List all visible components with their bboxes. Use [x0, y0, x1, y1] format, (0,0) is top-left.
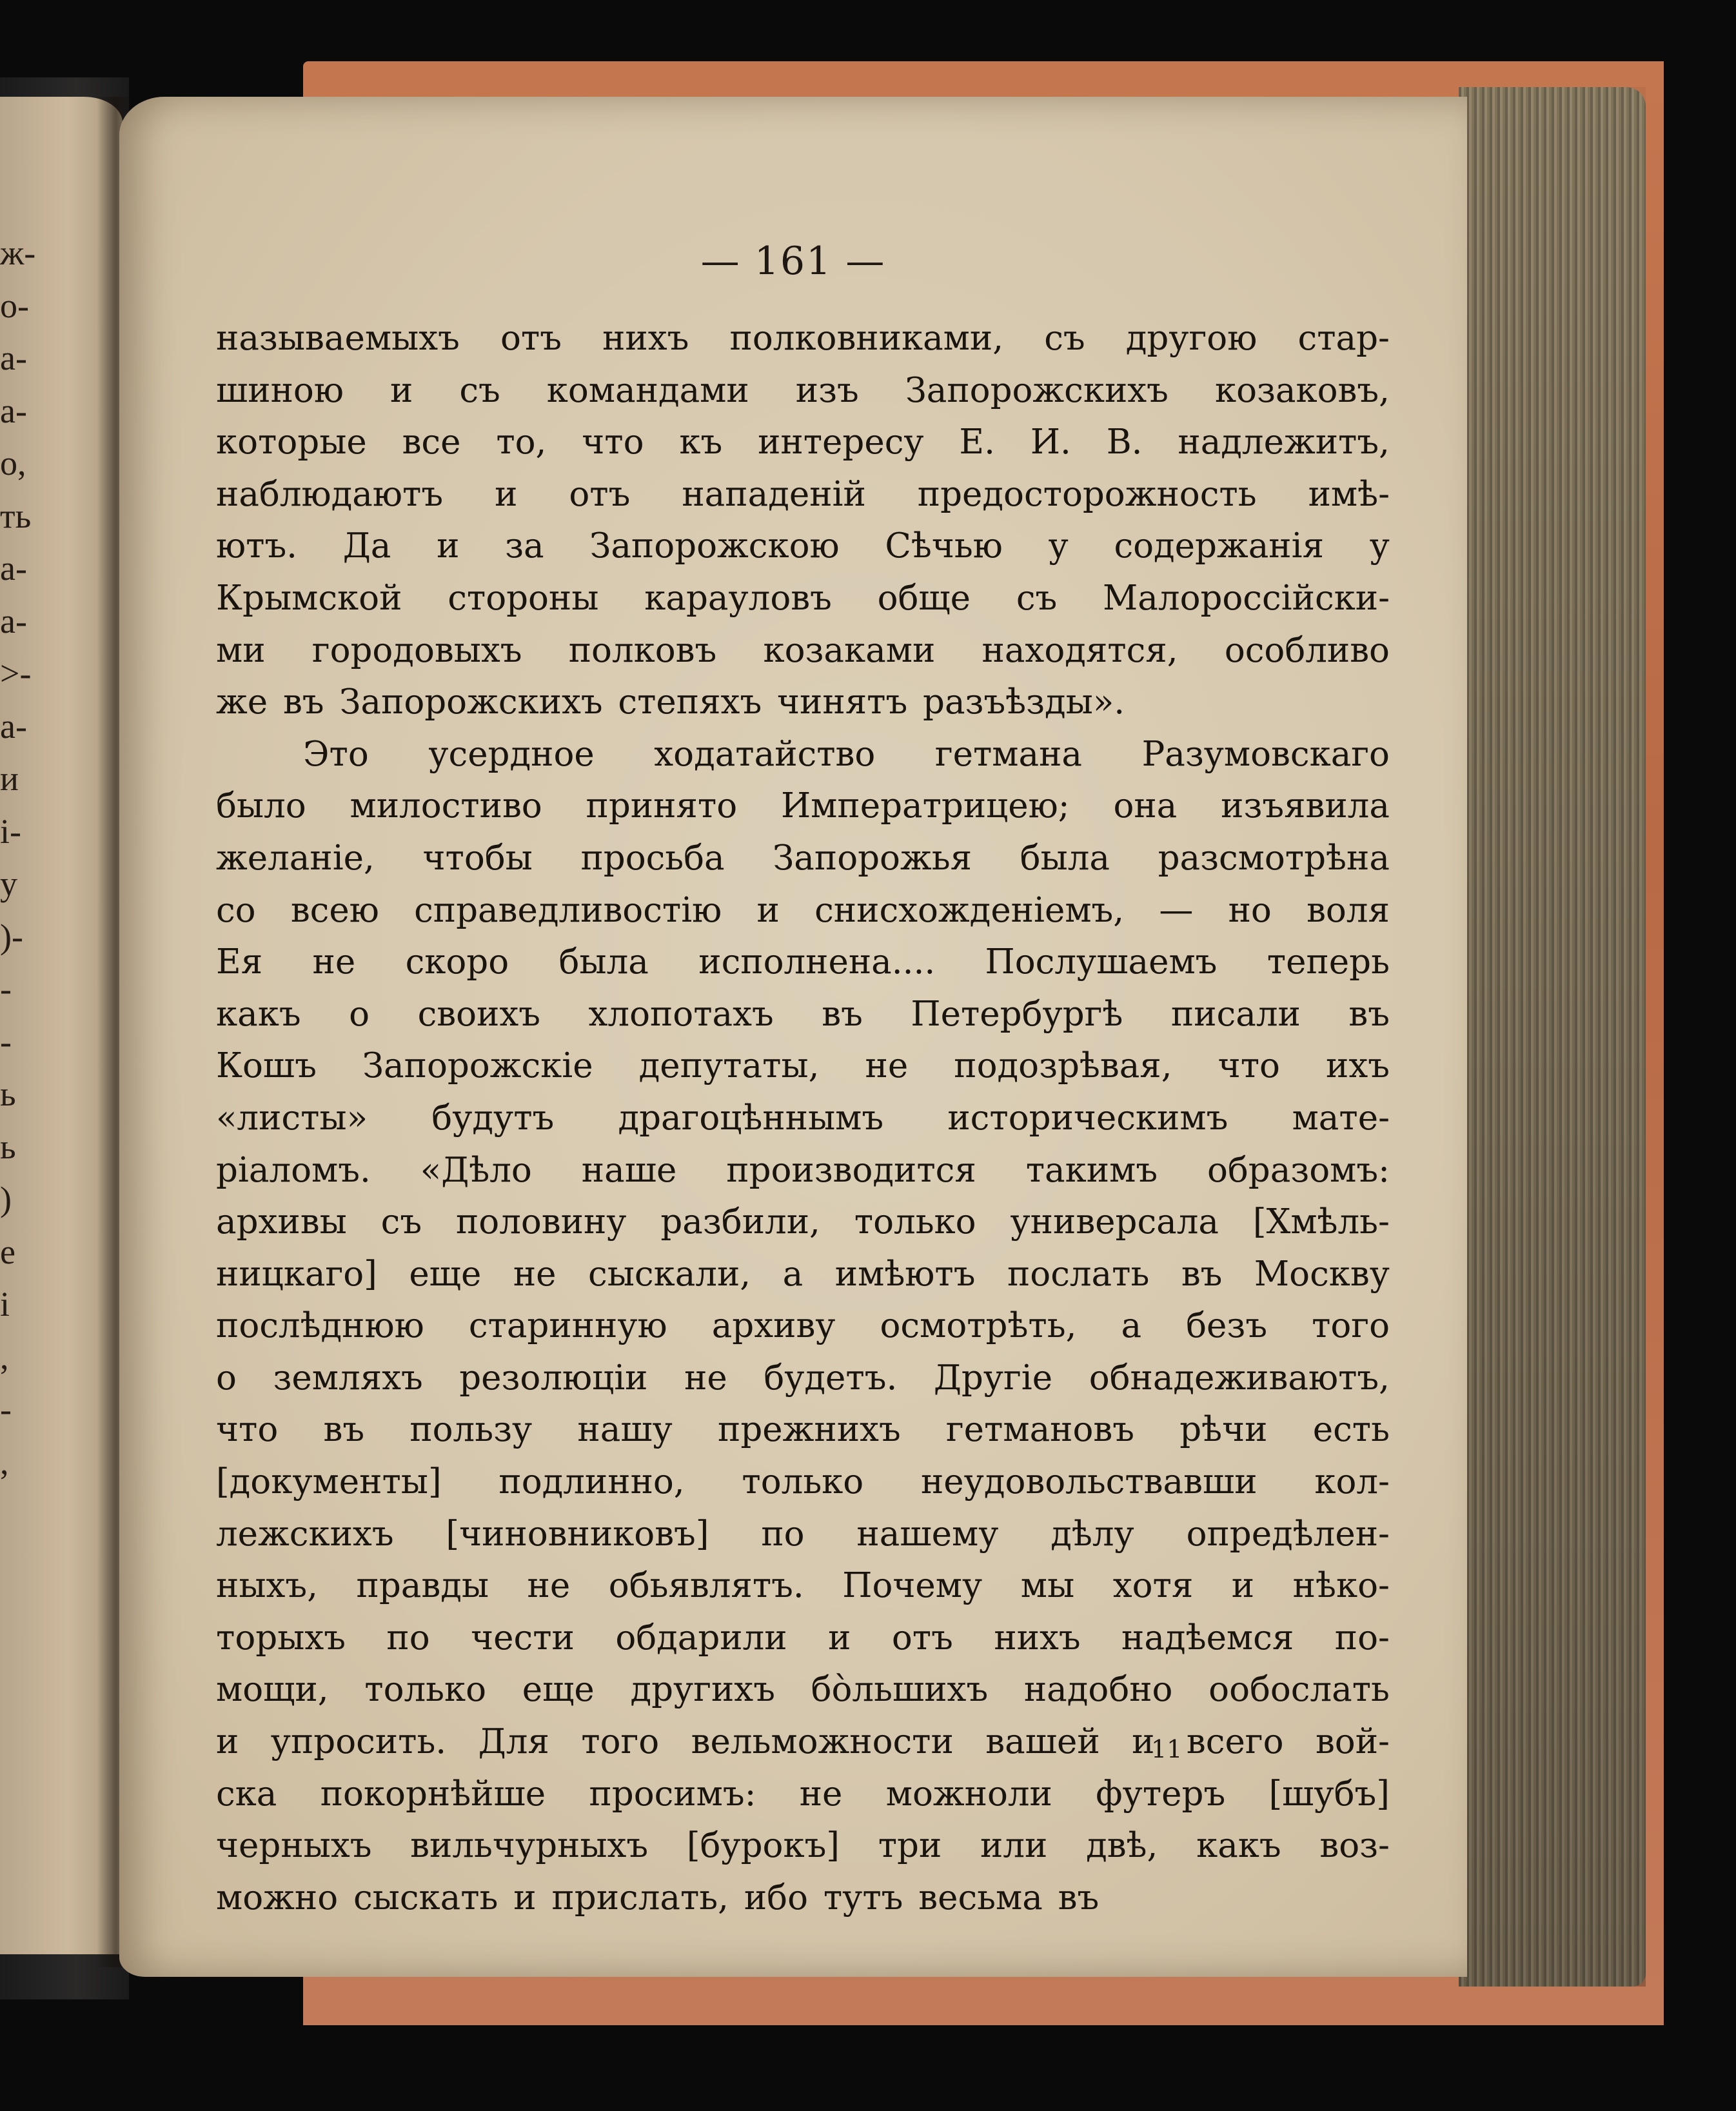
text-line: Ея не скоро была исполнена.... Послушаемъ теперь: [216, 942, 1390, 982]
previous-page-fragment: ть: [0, 496, 32, 535]
text-line: со всею справедливостію и снисхожденіемъ, — но воля: [216, 890, 1390, 930]
text-line: лежскихъ [чиновниковъ] по нашему дѣлу опредѣлен-: [216, 1514, 1390, 1554]
previous-page-fragment: а-: [0, 706, 27, 746]
text-line: какъ о своихъ хлопотахъ въ Петербургѣ писали въ: [216, 994, 1390, 1034]
text-line: было милостиво принято Императрицею; она изъявила: [216, 786, 1390, 826]
previous-page-fragment: а-: [0, 391, 27, 430]
previous-page-fragment: а-: [0, 339, 27, 377]
previous-page-fragment: а-: [0, 549, 27, 588]
signature-mark: 11: [1151, 1735, 1183, 1763]
previous-page-fragment: і-: [0, 811, 21, 851]
previous-page-fragment: а-: [0, 601, 27, 640]
book-page: [119, 97, 1467, 1977]
previous-page-fragment: у: [0, 864, 17, 903]
text-line: о земляхъ резолюціи не будетъ. Другіе обнадеживаютъ,: [216, 1358, 1390, 1398]
text-line: [документы] подлинно, только неудовольствавши кол-: [216, 1462, 1390, 1502]
previous-page-fragment: -: [0, 1390, 12, 1429]
text-line: называемыхъ отъ нихъ полковниками, съ другою стар-: [216, 319, 1390, 358]
text-line: наблюдаютъ и отъ нападеній предосторожность имѣ-: [216, 474, 1390, 514]
previous-page-fragment: ь: [0, 1075, 16, 1113]
text-line: же въ Запорожскихъ степяхъ чинятъ разъѣзды».: [216, 682, 1125, 722]
previous-page-fragment: е: [0, 1232, 15, 1271]
previous-page-fragment: і: [0, 1285, 10, 1323]
text-line: желаніе, чтобы просьба Запорожья была разсмотрѣна: [216, 838, 1390, 878]
text-line: и упросить. Для того вельможности вашей и всего вой-: [216, 1722, 1390, 1762]
previous-page-fragment: -: [0, 1022, 12, 1061]
page-number: — 161 —: [700, 239, 886, 284]
previous-page-fragment: >-: [0, 654, 32, 693]
previous-page-fragment: о,: [0, 444, 26, 482]
text-line: архивы съ половину разбили, только универсала [Хмѣль-: [216, 1202, 1390, 1242]
text-line: черныхъ вильчурныхъ [бурокъ] три или двѣ, какъ воз-: [216, 1826, 1390, 1866]
page-text: [216, 313, 1390, 1924]
previous-page-fragment: -: [0, 969, 12, 1008]
text-line: ютъ. Да и за Запорожскою Сѣчью у содержанія у: [216, 526, 1390, 566]
text-line: мощи, только еще другихъ бо̀льшихъ надобно ообослать: [216, 1670, 1390, 1710]
text-line: можно сыскать и прислать, ибо тутъ весьма въ: [216, 1878, 1100, 1918]
previous-page-fragment: ,: [0, 1442, 9, 1482]
text-line: ріаломъ. «Дѣло наше производится такимъ образомъ:: [216, 1150, 1390, 1190]
page-edges: [1459, 87, 1646, 1987]
text-line: ныхъ, правды не обьявлятъ. Почему мы хотя и нѣко-: [216, 1566, 1390, 1606]
text-line: Крымской стороны карауловъ обще съ Малороссійски-: [216, 578, 1390, 618]
previous-page-fragment: ,: [0, 1337, 9, 1376]
previous-page-fragment: и: [0, 759, 19, 798]
previous-page-fragment: ь: [0, 1127, 16, 1166]
text-line: ницкаго] еще не сыскали, а имѣютъ послать въ Москву: [216, 1254, 1390, 1294]
text-line: которые все то, что къ интересу Е. И. В. надлежитъ,: [216, 422, 1390, 462]
text-line: ми городовыхъ полковъ козаками находятся, особливо: [216, 630, 1390, 670]
text-line: ска покорнѣйше просимъ: не можноли футеръ [шубъ]: [216, 1774, 1390, 1814]
text-line: торыхъ по чести обдарили и отъ нихъ надѣемся по-: [216, 1618, 1390, 1658]
previous-page-fragment: о-: [0, 286, 29, 325]
previous-page-fragment: )-: [0, 917, 23, 956]
text-line: шиною и съ командами изъ Запорожскихъ козаковъ,: [216, 370, 1390, 410]
previous-page-fragment: ж-: [0, 233, 36, 272]
text-line: послѣднюю старинную архиву осмотрѣть, а безъ того: [216, 1306, 1390, 1346]
text-line: Это усердное ходатайство гетмана Разумовскаго: [303, 734, 1390, 774]
text-line: что въ пользу нашу прежнихъ гетмановъ рѣчи есть: [216, 1410, 1390, 1450]
text-line: Кошъ Запорожскіе депутаты, не подозрѣвая, что ихъ: [216, 1046, 1390, 1086]
text-line: «листы» будутъ драгоцѣннымъ историческимъ мате-: [216, 1098, 1390, 1138]
previous-page-fragment: ): [0, 1180, 12, 1218]
